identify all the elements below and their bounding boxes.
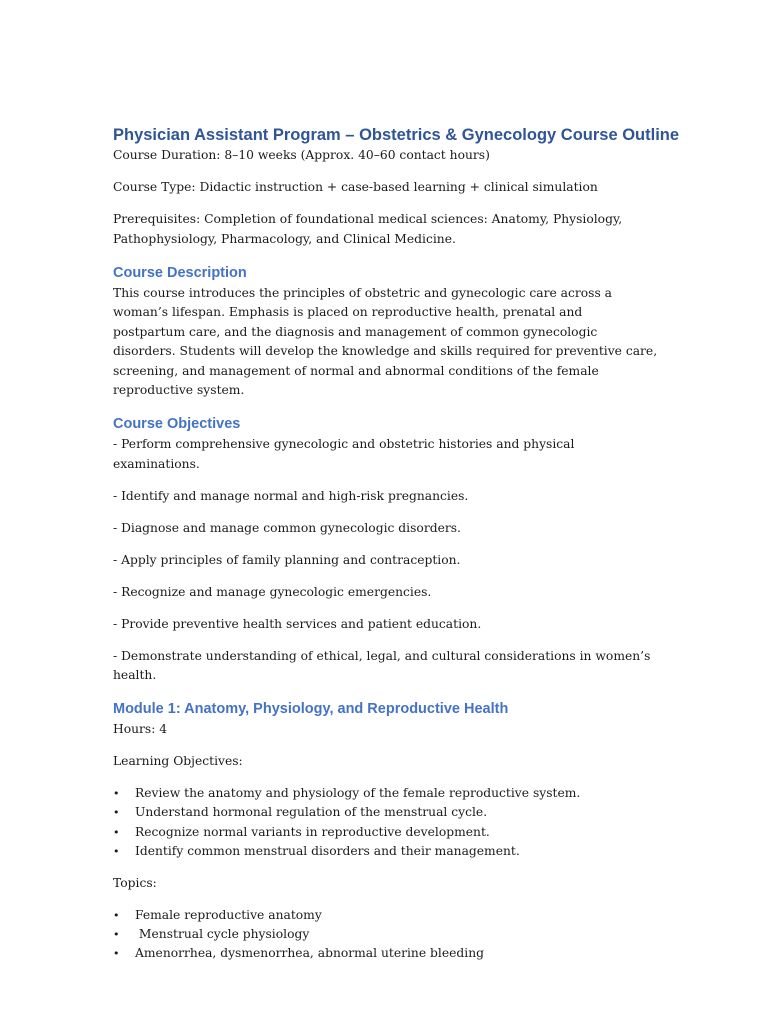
bullet-icon: • <box>113 908 120 922</box>
bullet-icon: • <box>113 927 120 941</box>
objective-item: - Recognize and manage gynecologic emergencies. <box>113 584 432 599</box>
list-item <box>113 823 658 842</box>
list-item <box>113 842 658 861</box>
list-item <box>113 803 658 822</box>
bullet-icon: • <box>113 787 120 800</box>
bullet-icon: • <box>113 844 120 858</box>
document-content <box>113 124 680 964</box>
objective-item: - Demonstrate understanding of ethical, legal, and cultural considerations in women’s health. <box>113 648 651 682</box>
list-item-text: Identify common menstrual disorders and their management. <box>135 843 520 858</box>
course-objectives-heading: Course Objectives <box>113 416 241 432</box>
list-item-text: Recognize normal variants in reproductive development. <box>135 824 490 839</box>
module-1-heading: Module 1: Anatomy, Physiology, and Reproductive Health <box>113 701 509 717</box>
course-type: Course Type: Didactic instruction + case-based learning + clinical simulation <box>113 180 598 194</box>
list-item-text: Amenorrhea, dysmenorrhea, abnormal uterine bleeding <box>135 946 484 961</box>
bullet-icon: • <box>113 947 120 961</box>
list-item <box>113 784 658 803</box>
list-item <box>113 925 658 944</box>
list-item-text: Review the anatomy and physiology of the female reproductive system. <box>135 786 581 800</box>
bullet-icon: • <box>113 825 120 839</box>
course-prerequisites: Prerequisites: Completion of foundational medical sciences: Anatomy, Physiology, Pathophysiology, Pharmacology, and Clinical Medicine. <box>113 212 623 246</box>
bullet-icon: • <box>113 806 120 820</box>
objective-item: - Provide preventive health services and patient education. <box>113 616 482 631</box>
list-item-text: Female reproductive anatomy <box>135 907 322 922</box>
objective-item: - Perform comprehensive gynecologic and obstetric histories and physical examinations. <box>113 437 575 471</box>
document-title: Physician Assistant Program – Obstetrics & Gynecology Course Outline <box>113 126 680 144</box>
objective-item: - Apply principles of family planning and contraception. <box>113 552 461 567</box>
topics-list <box>113 906 658 964</box>
objective-item: - Diagnose and manage common gynecologic disorders. <box>113 520 461 535</box>
learning-objectives-list <box>113 784 658 861</box>
module-1-hours: Hours: 4 <box>113 722 168 736</box>
list-item <box>113 906 658 925</box>
course-description-heading: Course Description <box>113 264 247 281</box>
course-description-text: This course introduces the principles of obstetric and gynecologic care across a woman’s lifespan. Emphasis is placed on reproductive health, prenatal and postpartum care, and the diagnosis and management of common gynecologic disorders. Students will develop the knowledge and skills required for preventive care, screening, and management of normal and abnormal conditions of the female reproductive system. <box>113 285 658 397</box>
course-duration: Course Duration: 8–10 weeks (Approx. 40–60 contact hours) <box>113 148 490 162</box>
topics-label: Topics: <box>113 875 157 890</box>
list-item-text: Menstrual cycle physiology <box>135 926 310 941</box>
objective-item: - Identify and manage normal and high-risk pregnancies. <box>113 488 469 503</box>
learning-objectives-label: Learning Objectives: <box>113 754 243 768</box>
list-item <box>113 944 658 963</box>
list-item-text: Understand hormonal regulation of the menstrual cycle. <box>135 805 488 820</box>
